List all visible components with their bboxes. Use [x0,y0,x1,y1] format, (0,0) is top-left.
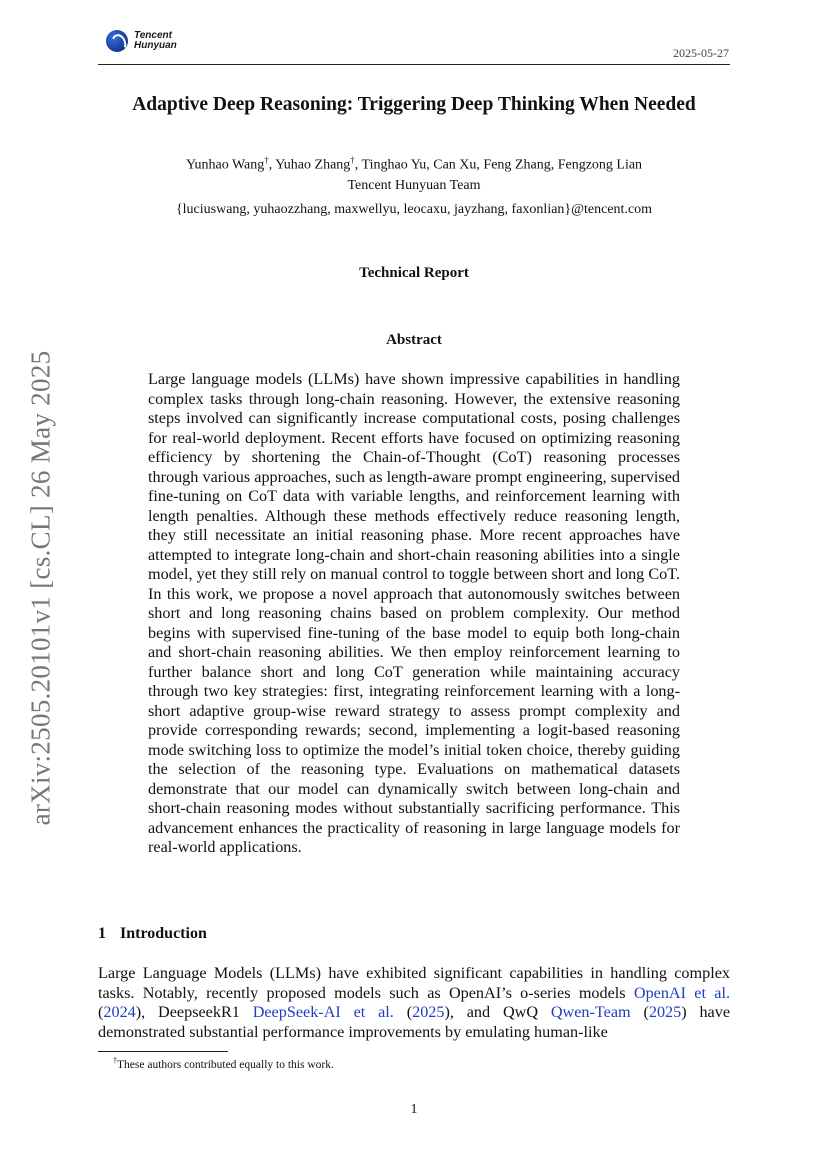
citation-link-deepseek[interactable]: DeepSeek-AI et al. [252,1003,394,1021]
footnote-text: These authors contributed equally to this work. [117,1058,334,1071]
author-name: Yuhao Zhang [275,157,351,173]
logo-wordmark [134,31,177,51]
author-name: Feng Zhang [483,157,551,173]
intro-text: , and QwQ [449,1003,551,1021]
footnote-rule [98,1051,228,1052]
introduction-paragraph: Large Language Models (LLMs) have exhibited significant capabilities in handling complex tasks. Notably, recently proposed models such as OpenAI’s o-series models OpenAI et al. (2024), DeepseekR1 DeepSeek-AI et al. (2025), and QwQ Qwen-Team (2025) have demonstrated substantial performance improvements by emulating human-like [98,964,731,1041]
page-number: 1 [410,1102,418,1117]
equal-contribution-mark: † [350,155,355,165]
section-number: 1 [98,925,106,942]
header-rule [98,64,730,65]
logo-line-2: Hunyuan [134,40,177,51]
intro-text: , DeepseekR1 [141,1003,253,1021]
abstract-body: Large language models (LLMs) have shown impressive capabilities in handling complex tasks through long-chain reasoning. However, the extensive reasoning steps involved can significantly increase computational costs, posing challenges for real-world deployment. Recent efforts have focused on optimizing reasoning efficiency by shortening the Chain-of-Thought (CoT) reasoning processes through various approaches, such as length-aware prompt engineering, supervised fine-tuning on CoT data with variable lengths, and reinforcement learning with length penalties. Although these methods effectively reduce reasoning length, they still necessitate an initial reasoning phase. More recent approaches have attempted to integrate long-chain and short-chain reasoning abilities into a single model, yet they still rely on manual control to toggle between short and long CoT. In this work, we propose a novel approach that autonomously switches between short and long reasoning chains based on problem complexity. Our method begins with supervised fine-tuning of the base model to equip both long-chain and short-chain reasoning abilities. We then employ reinforcement learning to further balance short and long CoT generation while maintaining accuracy through two key strategies: first, integrating reinforcement learning with a long-short adaptive group-wise reward strategy to assess prompt complexity and provide corresponding rewards; second, implementing a logit-based reasoning mode switching loss to optimize the model’s initial token choice, thereby guiding the selection of the reasoning type. Evaluations on mathematical datasets demonstrate that our model can dynamically switch between long-chain and short-chain reasoning modes without substantially sacrificing performance. This advancement enhances the practicality of reasoning in large language models for real-world applications. [148,370,680,856]
tencent-hunyuan-logo [106,30,177,52]
author-name: Tinghao Yu [361,157,427,173]
arxiv-identifier: arXiv:2505.20101v1 [cs.CL] 26 May 2025 [25,350,56,825]
footnote [113,1056,334,1071]
citation-year-openai[interactable]: 2024 [103,1003,136,1021]
team-affiliation: Tencent Hunyuan Team [347,178,481,193]
intro-text: Large Language Models (LLMs) have exhibited significant capabilities in handling complex tasks. Notably, recently proposed models such as OpenAI’s o-series models [98,964,730,1002]
hunyuan-logo-icon [106,30,128,52]
author-name: Fengzong Lian [557,157,643,173]
arxiv-sidebar [22,340,60,835]
author-emails: {luciuswang, yuhaozzhang, maxwellyu, leocaxu, jayzhang, faxonlian}@tencent.com [175,202,653,217]
citation-year-deepseek[interactable]: 2025 [412,1003,445,1021]
author-name: Can Xu [433,157,477,173]
author-name: Yunhao Wang [185,157,265,173]
paper-title: Adaptive Deep Reasoning: Triggering Deep Thinking When Needed [132,94,696,115]
header-date: 2025-05-27 [673,46,729,60]
footnote-mark: † [113,1056,117,1065]
author-list: Yunhao Wang†, Yuhao Zhang†, Tinghao Yu, Can Xu, Feng Zhang, Fengzong Lian [185,155,643,173]
equal-contribution-mark: † [264,155,269,165]
section-heading-introduction [98,925,207,943]
citation-year-qwen[interactable]: 2025 [648,1003,682,1021]
citation-link-openai[interactable]: OpenAI et al. [633,983,731,1002]
abstract-heading: Abstract [386,332,442,348]
intro-text: have demonstrated substantial performance improvements by emulating human-like [98,1003,731,1041]
section-title: Introduction [120,925,207,942]
citation-link-qwen[interactable]: Qwen-Team [550,1003,631,1021]
logo-line-1: Tencent [134,30,172,41]
report-type: Technical Report [359,265,469,281]
